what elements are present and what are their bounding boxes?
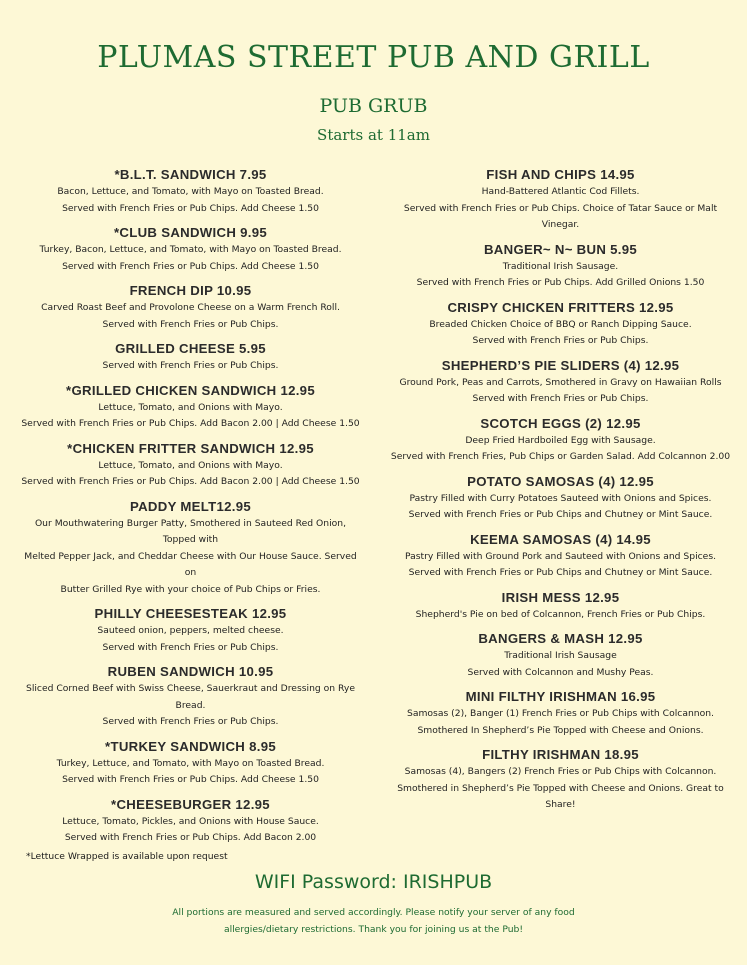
menu-item — [18, 796, 363, 847]
menu-item — [18, 340, 363, 375]
menu-item — [18, 166, 363, 217]
menu-item-description: Served with French Fries or Pub Chips and Chutney or Mint Sauce. — [408, 567, 713, 578]
menu-section-title: PUB GRUB — [319, 95, 428, 117]
menu-item-name: BANGER~ N~ BUN 5.95 — [483, 241, 637, 257]
menu-item — [388, 473, 733, 524]
menu-item-description: Lettuce, Tomato, and Onions with Mayo. — [98, 459, 283, 471]
menu-item-description: Served with French Fries or Pub Chips. Add Bacon 2.00 — [64, 832, 317, 843]
menu-item — [388, 166, 733, 234]
menu-item — [18, 498, 363, 599]
menu-item-name: IRISH MESS 12.95 — [501, 589, 620, 605]
menu-item-name: CRISPY CHICKEN FRITTERS 12.95 — [447, 299, 674, 315]
menu-item-description: Pastry Filled with Curry Potatoes Sauteed with Onions and Spices. — [409, 492, 712, 504]
menu-item-description: Melted Pepper Jack, and Cheddar Cheese with Our House Sauce. Served on — [24, 550, 357, 578]
menu-item-description: Served with French Fries, Pub Chips or Garden Salad. Add Colcannon 2.00 — [390, 451, 731, 462]
menu-item-name: *TURKEY SANDWICH 8.95 — [105, 738, 276, 754]
menu-item — [18, 224, 363, 275]
menu-item-description: Served with French Fries or Pub Chips. Add Cheese 1.50 — [62, 774, 319, 785]
menu-item-description: Served with French Fries or Pub Chips. Add Cheese 1.50 — [62, 260, 319, 272]
menu-item-name: GRILLED CHEESE 5.95 — [115, 341, 266, 356]
menu-item-description: Served with French Fries or Pub Chips. — [102, 716, 279, 727]
menu-item-name: *GRILLED CHICKEN SANDWICH 12.95 — [66, 382, 315, 398]
menu-item-description: Breaded Chicken Choice of BBQ or Ranch Dipping Sauce. — [429, 318, 692, 330]
menu-item-description: Served with French Fries or Pub Chips. — [102, 641, 279, 653]
menu-item-name: SHEPHERD’S PIE SLIDERS (4) 12.95 — [441, 357, 680, 373]
menu-item-name: POTATO SAMOSAS (4) 12.95 — [467, 473, 654, 489]
menu-item-description: Shepherd's Pie on bed of Colcannon, French Fries or Pub Chips. — [415, 608, 706, 620]
menu-item-description: Smothered In Shepherd’s Pie Topped with Cheese and Onions. — [417, 724, 704, 736]
menu-item-name: BANGERS & MASH 12.95 — [478, 631, 643, 646]
menu-item-description: Pastry Filled with Ground Pork and Sauteed with Onions and Spices. — [404, 550, 717, 562]
restaurant-title: PLUMAS STREET PUB AND GRILL — [97, 40, 650, 75]
menu-item-name: PHILLY CHEESESTEAK 12.95 — [94, 606, 287, 621]
menu-item-description: Sliced Corned Beef with Swiss Cheese, Sauerkraut and Dressing on Rye Bread. — [26, 683, 355, 711]
menu-item — [18, 440, 363, 491]
menu-item-description: Turkey, Lettuce, and Tomato, with Mayo on Toasted Bread. — [56, 757, 325, 769]
footer-line: allergies/dietary restrictions. Thank you for joining us at the Pub! — [223, 923, 524, 935]
menu-item — [388, 630, 733, 681]
menu-item-name: RUBEN SANDWICH 10.95 — [107, 664, 274, 679]
menu-item-description: Served with French Fries or Pub Chips and Chutney or Mint Sauce. — [408, 509, 713, 520]
menu-item-description: Samosas (2), Banger (1) French Fries or Pub Chips with Colcannon. — [407, 708, 714, 719]
menu-item-description: Served with French Fries or Pub Chips. Choice of Tatar Sauce or Malt Vinegar. — [403, 202, 718, 230]
menu-item-description: Served with Colcannon and Mushy Peas. — [467, 666, 654, 678]
menu-item — [388, 531, 733, 582]
menu-item-description: Served with French Fries or Pub Chips. — [472, 393, 649, 404]
menu-item-description: Ground Pork, Peas and Carrots, Smothered in Gravy on Hawaiian Rolls — [399, 376, 722, 388]
menu-item-name: *CHICKEN FRITTER SANDWICH 12.95 — [67, 440, 314, 456]
menu-item-description: Served with French Fries or Pub Chips. Add Cheese 1.50 — [62, 202, 319, 214]
menu-item — [18, 282, 363, 333]
menu-item-description: Served with French Fries or Pub Chips. — [102, 360, 279, 371]
footer-line: All portions are measured and served accordingly. Please notify your server of any food — [172, 907, 575, 918]
service-start-time: Starts at 11am — [317, 126, 430, 144]
menu-item-name: FISH AND CHIPS 14.95 — [486, 167, 635, 182]
menu-item-name: SCOTCH EGGS (2) 12.95 — [480, 415, 641, 431]
menu-item-description: Smothered in Shepherd’s Pie Topped with Cheese and Onions. Great to Share! — [397, 782, 724, 810]
menu-item-name: FRENCH DIP 10.95 — [129, 283, 252, 298]
menu-item — [388, 357, 733, 408]
menu-item-name: *CHEESEBURGER 12.95 — [111, 796, 270, 812]
menu-item — [18, 738, 363, 789]
menu-item — [388, 589, 733, 624]
menu-item — [388, 746, 733, 814]
menu-item-description: Bacon, Lettuce, and Tomato, with Mayo on Toasted Bread. — [57, 186, 324, 197]
menu-item-name: *B.L.T. SANDWICH 7.95 — [114, 167, 267, 182]
menu-item-name: PADDY MELT12.95 — [129, 498, 252, 514]
menu-item-name: MINI FILTHY IRISHMAN 16.95 — [465, 689, 656, 704]
menu-item — [18, 382, 363, 433]
menu-item — [18, 663, 363, 731]
wifi-password: WIFI Password: IRISHPUB — [254, 871, 493, 893]
menu-item-description: Deep Fried Hardboiled Egg with Sausage. — [465, 434, 656, 446]
menu-item-description: Served with French Fries or Pub Chips. — [102, 318, 279, 330]
lettuce-wrap-note: *Lettuce Wrapped is available upon request — [26, 850, 228, 862]
menu-item-description: Turkey, Bacon, Lettuce, and Tomato, with Mayo on Toasted Bread. — [39, 244, 342, 255]
menu-item — [388, 241, 733, 292]
menu-item-description: Traditional Irish Sausage — [504, 650, 617, 661]
menu-item-description: Served with French Fries or Pub Chips. Add Bacon 2.00 | Add Cheese 1.50 — [21, 476, 360, 487]
menu-item-description: Our Mouthwatering Burger Patty, Smothered in Sauteed Red Onion, Topped with — [34, 517, 347, 545]
menu-item-description: Served with French Fries or Pub Chips. Add Grilled Onions 1.50 — [416, 277, 705, 288]
menu-item-description: Sauteed onion, peppers, melted cheese. — [97, 625, 284, 636]
menu-item — [18, 605, 363, 656]
menu-item-name: FILTHY IRISHMAN 18.95 — [482, 747, 639, 762]
menu-item — [388, 688, 733, 739]
menu-item-description: Butter Grilled Rye with your choice of Pub Chips or Fries. — [60, 583, 321, 595]
menu-item-description: Carved Roast Beef and Provolone Cheese on a Warm French Roll. — [41, 302, 340, 313]
menu-item-description: Served with French Fries or Pub Chips. Add Bacon 2.00 | Add Cheese 1.50 — [21, 418, 360, 429]
menu-column-right — [388, 166, 733, 821]
menu-item-description: Traditional Irish Sausage. — [502, 260, 619, 272]
menu-item-name: KEEMA SAMOSAS (4) 14.95 — [470, 531, 651, 547]
menu-item — [388, 415, 733, 466]
menu-item-description: Served with French Fries or Pub Chips. — [472, 335, 649, 346]
menu-item-description: Samosas (4), Bangers (2) French Fries or Pub Chips with Colcannon. — [404, 766, 717, 777]
menu-item-description: Lettuce, Tomato, Pickles, and Onions with House Sauce. — [62, 815, 319, 827]
menu-item-name: *CLUB SANDWICH 9.95 — [114, 225, 267, 240]
footer-note — [0, 905, 747, 938]
menu-item-description: Hand-Battered Atlantic Cod Fillets. — [481, 186, 640, 197]
menu-item-description: Lettuce, Tomato, and Onions with Mayo. — [98, 401, 283, 413]
menu-column-left — [18, 166, 363, 863]
menu-item — [388, 299, 733, 350]
